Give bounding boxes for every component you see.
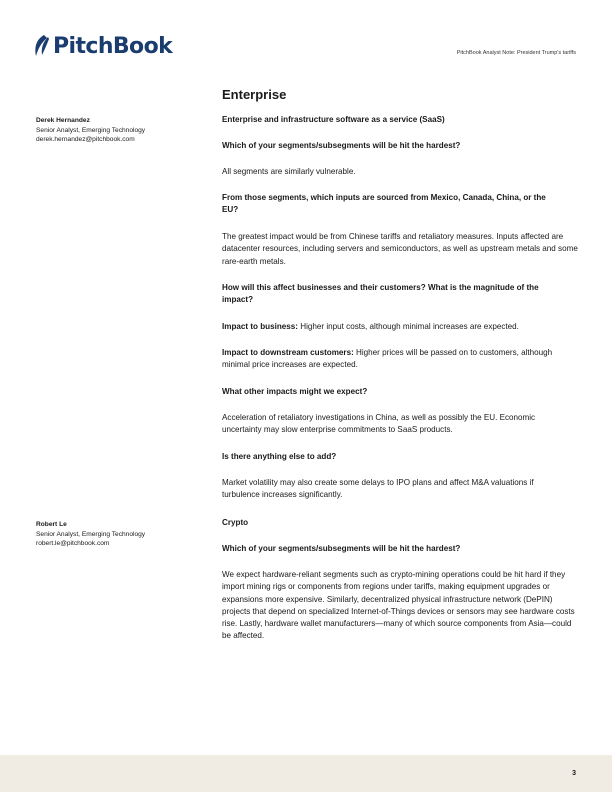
enterprise-question-1: Which of your segments/subsegments will be hit the hardest? <box>222 141 461 150</box>
impact-customers-label: Impact to downstream customers: <box>222 348 354 357</box>
enterprise-a5-block <box>222 477 552 502</box>
impact-customers-paragraph <box>222 347 578 372</box>
author-email: derek.hernandez@pitchbook.com <box>36 136 135 144</box>
enterprise-answer-1: All segments are similarly vulnerable. <box>222 167 356 176</box>
enterprise-q2-block <box>222 192 562 217</box>
enterprise-a1-block <box>222 166 578 178</box>
enterprise-q3-block <box>222 282 567 307</box>
enterprise-subtitle: Enterprise and infrastructure software as a service (SaaS) <box>222 115 445 124</box>
author-title: Senior Analyst, Emerging Technology <box>36 126 146 134</box>
crypto-q1-block <box>222 543 578 555</box>
logo-text: PitchBook <box>53 33 173 59</box>
author-email: robert.le@pitchbook.com <box>36 540 110 548</box>
enterprise-q1-block <box>222 140 578 152</box>
page-footer <box>0 755 612 792</box>
impact-business-block <box>222 321 578 333</box>
enterprise-answer-4: Acceleration of retaliatory investigations in China, as well as possibly the EU. Economic uncertainty may slow enterprise commitments to SaaS products. <box>222 413 536 435</box>
section-enterprise-title-block <box>222 87 578 103</box>
author-title: Senior Analyst, Emerging Technology <box>36 530 146 538</box>
enterprise-answer-2: The greatest impact would be from Chinese tariffs and retaliatory measures. Inputs affected are datacenter resources, including servers and semiconductors, as well as upstream metals and some rare-earth metals. <box>222 232 578 266</box>
section-title-crypto: Crypto <box>222 518 249 527</box>
impact-business-paragraph <box>222 321 578 333</box>
pitchbook-logo <box>32 32 172 60</box>
impact-business-label: Impact to business: <box>222 322 299 331</box>
enterprise-q5-block <box>222 451 578 463</box>
pitchbook-leaf-icon <box>32 34 50 58</box>
enterprise-a4-block <box>222 412 562 437</box>
enterprise-q4-block <box>222 386 578 398</box>
section-title-enterprise: Enterprise <box>222 87 287 102</box>
enterprise-subtitle-block <box>222 114 578 126</box>
page-number: 3 <box>572 770 576 777</box>
crypto-title-block <box>222 517 578 529</box>
impact-business-text: Higher input costs, although minimal increases are expected. <box>298 322 519 331</box>
author-robert <box>36 520 145 549</box>
enterprise-answer-5: Market volatility may also create some delays to IPO plans and affect M&A valuations if turbulence increases significantly. <box>222 478 534 500</box>
enterprise-question-4: What other impacts might we expect? <box>222 387 368 396</box>
enterprise-question-3: How will this affect businesses and their customers? What is the magnitude of the impact? <box>222 283 539 305</box>
author-name: Robert Le <box>36 521 67 528</box>
crypto-answer-1: We expect hardware-reliant segments such as crypto-mining operations could be hit hard if they import mining rigs or components from regions under tariffs, making equipment upgrades or expansions more expensive. Similarly, decentralized physical infrastructure network (DePIN) projects that depend on specialized Internet-of-Things devices or sensors may see hardware costs rise. Lastly, hardware wallet manufacturers—many of which source components from Asia—could be affected. <box>222 570 575 641</box>
crypto-question-1: Which of your segments/subsegments will be hit the hardest? <box>222 544 461 553</box>
author-derek <box>36 116 145 145</box>
header-note: PitchBook Analyst Note: President Trump's tariffs <box>456 50 576 56</box>
crypto-a1-block <box>222 569 578 643</box>
enterprise-question-2: From those segments, which inputs are sourced from Mexico, Canada, China, or the EU? <box>222 193 546 215</box>
impact-customers-block <box>222 347 578 372</box>
author-name: Derek Hernandez <box>36 117 90 124</box>
impact-customers-text: Higher prices will be passed on to customers, although minimal price increases are expected. <box>222 348 553 370</box>
enterprise-a2-block <box>222 231 578 268</box>
enterprise-question-5: Is there anything else to add? <box>222 452 337 461</box>
